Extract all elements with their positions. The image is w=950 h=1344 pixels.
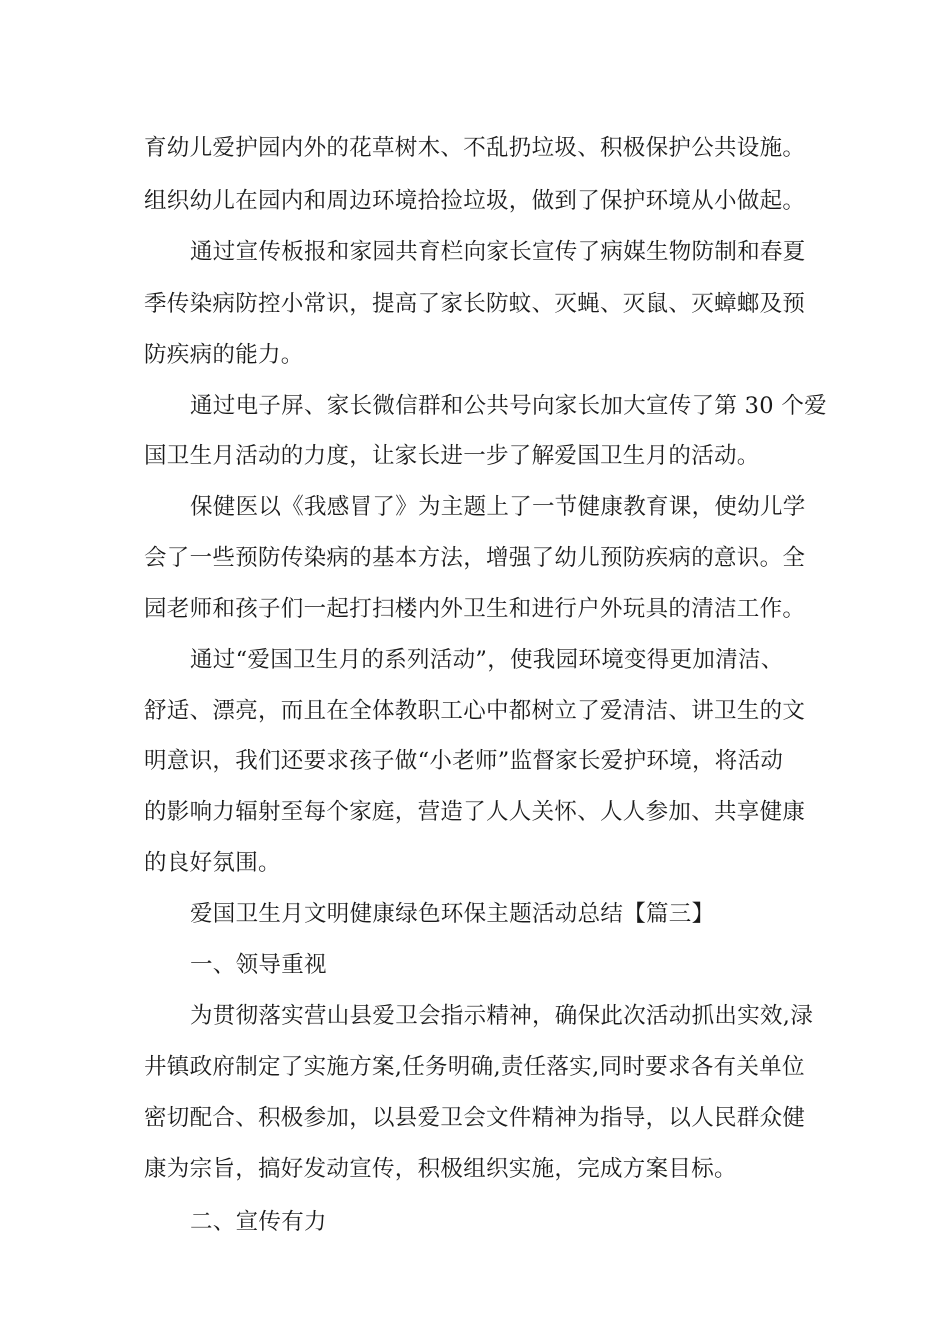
subsection-heading: 一、领导重视	[190, 952, 327, 978]
paragraph-line: 园老师和孩子们一起打扫楼内外卫生和进行户外玩具的清洁工作。	[144, 596, 806, 622]
paragraph-line: 防疾病的能力。	[144, 342, 304, 368]
paragraph-line: 舒适、漂亮，而且在全体教职工心中都树立了爱清洁、讲卫生的文	[144, 698, 806, 724]
paragraph-line: 保健医以《我感冒了》为主题上了一节健康教育课，使幼儿学	[190, 494, 806, 520]
paragraph-line: 通过宣传板报和家园共育栏向家长宣传了病媒生物防制和春夏	[190, 239, 806, 265]
paragraph-line: 通过“爱国卫生月的系列活动”，使我园环境变得更加清洁、	[190, 647, 784, 673]
section-heading: 爱国卫生月文明健康绿色环保主题活动总结【篇三】	[190, 901, 715, 927]
paragraph-line: 育幼儿爱护园内外的花草树木、不乱扔垃圾、积极保护公共设施。	[144, 135, 806, 161]
paragraph-line: 的影响力辐射至每个家庭，营造了人人关怀、人人参加、共享健康	[144, 799, 806, 825]
paragraph-line: 的良好氛围。	[144, 850, 281, 876]
paragraph-line: 井镇政府制定了实施方案,任务明确,责任落实,同时要求各有关单位	[144, 1054, 805, 1080]
paragraph-line: 通过电子屏、家长微信群和公共号向家长加大宣传了第 30 个爱	[190, 393, 827, 419]
paragraph-line: 明意识，我们还要求孩子做“小老师”监督家长爱护环境，将活动	[144, 748, 784, 774]
paragraph-line: 会了一些预防传染病的基本方法，增强了幼儿预防疾病的意识。全	[144, 545, 806, 571]
paragraph-line: 国卫生月活动的力度，让家长进一步了解爱国卫生月的活动。	[144, 443, 760, 469]
paragraph-line: 密切配合、积极参加，以县爱卫会文件精神为指导，以人民群众健	[144, 1105, 806, 1131]
paragraph-line: 组织幼儿在园内和周边环境拾捡垃圾，做到了保护环境从小做起。	[144, 188, 806, 214]
paragraph-line: 为贯彻落实营山县爱卫会指示精神，确保此次活动抓出实效,渌	[190, 1003, 814, 1029]
paragraph-line: 季传染病防控小常识，提高了家长防蚊、灭蝇、灭鼠、灭蟑螂及预	[144, 291, 806, 317]
paragraph-line: 康为宗旨，搞好发动宣传，积极组织实施，完成方案目标。	[144, 1156, 737, 1182]
subsection-heading: 二、宣传有力	[190, 1209, 327, 1235]
